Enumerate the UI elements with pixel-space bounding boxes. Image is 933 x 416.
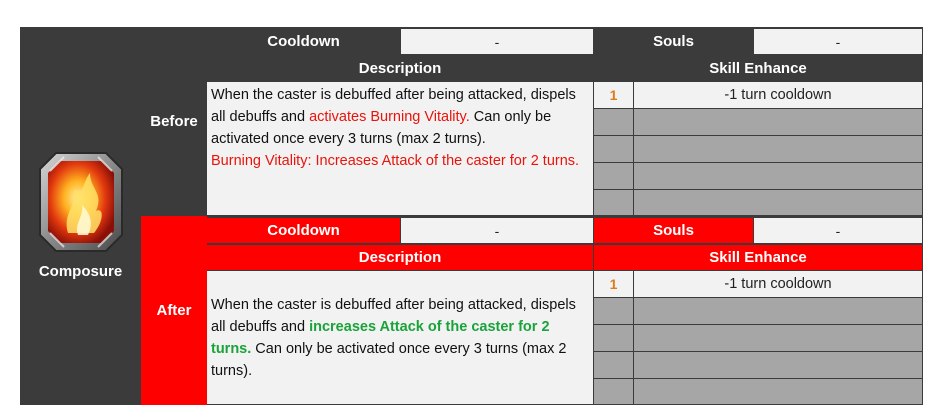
- after-enhance-effect: -1 turn cooldown: [634, 271, 922, 297]
- after-desc-highlight: increases Attack of the caster for 2 turns.: [211, 318, 550, 357]
- before-souls-value: -: [754, 29, 922, 54]
- skill-column: [20, 27, 141, 405]
- after-enhance-level: 1: [594, 271, 633, 297]
- before-description: [207, 82, 593, 215]
- after-enhance-empty-level: [594, 352, 633, 378]
- after-enhance-empty-row: [634, 298, 922, 324]
- after-enhance-empty-level: [594, 298, 633, 324]
- after-enhance-empty-row: [634, 352, 922, 378]
- before-cooldown-header: Cooldown: [207, 29, 400, 54]
- after-souls-header: Souls: [594, 218, 753, 243]
- before-enhance-level: 1: [594, 82, 633, 108]
- after-description-text: [211, 294, 587, 382]
- before-enhance-empty-row: [634, 136, 922, 162]
- before-enhance-effect: -1 turn cooldown: [634, 82, 922, 108]
- before-enhance-empty-row: [634, 163, 922, 189]
- after-desc-part1: When the caster is debuffed after being attacked, dispels all debuffs and: [211, 296, 576, 335]
- after-enhance-empty-level: [594, 379, 633, 404]
- phase-after-label: After: [141, 216, 207, 405]
- phase-before-label: Before: [141, 27, 207, 216]
- before-souls-header: Souls: [594, 29, 753, 54]
- before-desc-part2: Can only be activated once every 3 turns (max 2 turns).: [211, 109, 552, 147]
- before-cooldown-value: -: [401, 29, 593, 54]
- before-desc-note: Burning Vitality: Increases Attack of the caster for 2 turns.: [211, 153, 580, 169]
- after-enhance-empty-level: [594, 325, 633, 351]
- composure-skill-icon: [38, 143, 124, 261]
- before-description-header: Description: [207, 56, 593, 81]
- skill-name: Composure: [38, 263, 123, 280]
- after-cooldown-value: -: [401, 218, 593, 243]
- before-skill-enhance-header: Skill Enhance: [594, 56, 922, 81]
- before-enhance-empty-level: [594, 190, 633, 215]
- after-desc-part2: Can only be activated once every 3 turns (max 2 turns).: [211, 340, 567, 379]
- before-enhance-empty-row: [634, 190, 922, 215]
- before-enhance-empty-row: [634, 109, 922, 135]
- after-description-header: Description: [207, 245, 593, 270]
- after-enhance-empty-row: [634, 325, 922, 351]
- after-enhance-empty-row: [634, 379, 922, 404]
- before-enhance-empty-level: [594, 163, 633, 189]
- before-enhance-empty-level: [594, 109, 633, 135]
- before-desc-part1: When the caster is debuffed after being attacked, dispels all debuffs and: [211, 87, 576, 125]
- after-skill-enhance-header: Skill Enhance: [594, 245, 922, 270]
- after-souls-value: -: [754, 218, 922, 243]
- after-cooldown-header: Cooldown: [207, 218, 400, 243]
- after-description: [207, 271, 593, 404]
- before-desc-highlight: activates Burning Vitality.: [309, 109, 470, 125]
- before-enhance-empty-level: [594, 136, 633, 162]
